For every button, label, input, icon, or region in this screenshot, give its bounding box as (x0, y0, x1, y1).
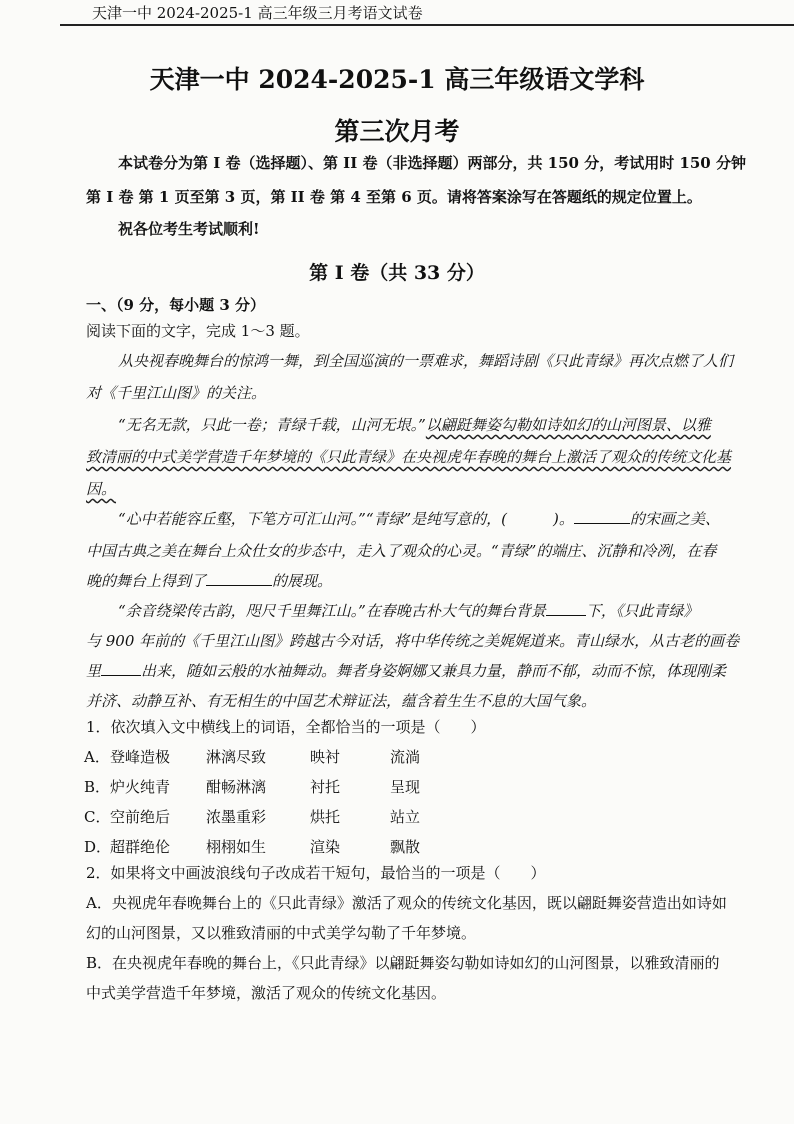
option-word-2: 淋漓尽致 (206, 748, 267, 766)
wavy-sentence-part2: 致清丽的中式美学营造千年梦境的《只此青绿》在央视虎年春晚的舞台上激活了观众的传统文化基 (86, 448, 732, 466)
passage-p3-text-d: 晚的舞台上得到了 (86, 572, 207, 590)
option-word-4: 流淌 (390, 748, 421, 766)
passage-p3-text-e: 的展现。 (272, 572, 333, 590)
passage-p4-line2: 与 900 年前的《千里江山图》跨越古今对话，将中华传统之美娓娓道来。青山绿水，从古老的画卷 (86, 632, 740, 650)
passage-p4-text-c: 里 (86, 662, 102, 680)
option-word-2: 栩栩如生 (206, 838, 267, 856)
passage-p2-quote: “无名无款，只此一卷；青绿千载，山河无垠。” (118, 416, 426, 434)
blank-2 (206, 571, 272, 586)
option-word-3: 烘托 (310, 808, 341, 826)
blank-1 (574, 509, 630, 524)
question-2-stem: 2．如果将文中画波浪线句子改成若干短句，最恰当的一项是（ ） (86, 864, 546, 882)
option-word-4: 飘散 (390, 838, 421, 856)
question-2-option-a-line2: 幻的山河图景，又以雅致清丽的中式美学勾勒了千年梦境。 (86, 924, 477, 942)
question-2-option-b-line2: 中式美学营造千年梦境，激活了观众的传统文化基因。 (86, 984, 447, 1002)
passage-p3-text-c: 的宋画之美、 (629, 510, 720, 528)
header-rule (60, 24, 794, 26)
passage-p4-text-a: “余音绕梁传古韵，咫尺千里舞江山。”在春晚古朴大气的舞台背景 (118, 602, 546, 620)
passage-p3-text-a: “心中若能容丘壑，下笔方可汇山河。”“青绿”是纯写意的，( (118, 510, 508, 528)
option-letter: A． (84, 748, 110, 766)
option-word-1: 空前绝后 (110, 808, 171, 826)
option-letter: C． (84, 808, 111, 826)
intro-line-3: 祝各位考生考试顺利! (118, 220, 260, 238)
passage-p4-line3 (86, 660, 726, 682)
part1-instruction: 阅读下面的文字，完成 1～3 题。 (86, 322, 310, 340)
passage-p3-line1 (118, 508, 720, 530)
passage-p3-line3 (86, 570, 332, 592)
question-1-stem: 1．依次填入文中横线上的词语，全都恰当的一项是（ ） (86, 718, 486, 736)
passage-p4-text-b: 下，《只此青绿》 (585, 602, 699, 620)
part1-heading: 一、（9 分，每小题 3 分） (86, 296, 266, 314)
option-word-4: 呈现 (390, 778, 421, 796)
passage-p1-line2: 对《千里江山图》的关注。 (86, 384, 267, 402)
wavy-sentence-part1: 以翩跹舞姿勾勒如诗如幻的山河图景、以雅 (425, 416, 711, 434)
option-word-1: 超群绝伦 (110, 838, 171, 856)
option-word-2: 浓墨重彩 (206, 808, 267, 826)
passage-p4-line4: 并济、动静互补、有无相生的中国艺术辩证法，蕴含着生生不息的大国气象。 (86, 692, 597, 710)
option-letter: B． (84, 778, 111, 796)
exam-subtitle: 第三次月考 (334, 117, 460, 146)
intro-line-1: 本试卷分为第 I 卷（选择题）、第 II 卷（非选择题）两部分，共 150 分，考试用时 150 分钟 (118, 154, 746, 172)
option-word-3: 衬托 (310, 778, 341, 796)
wavy-sentence-part3: 因。 (86, 480, 117, 498)
option-word-3: 映衬 (310, 748, 341, 766)
option-word-4: 站立 (390, 808, 421, 826)
blank-3 (546, 601, 586, 616)
running-header: 天津一中 2024-2025-1 高三年级三月考语文试卷 (92, 4, 423, 22)
option-word-1: 登峰造极 (110, 748, 171, 766)
question-2-option-b-line1[interactable]: B．在央视虎年春晚的舞台上，《只此青绿》以翩跹舞姿勾勒如诗如幻的山河图景，以雅致清丽的 (86, 954, 720, 972)
passage-p3-text-b: )。 (553, 510, 574, 528)
option-letter: D． (84, 838, 112, 856)
intro-line-2: 第 I 卷 第 1 页至第 3 页，第 II 卷 第 4 至第 6 页。请将答案涂写在答题纸的规定位置上。 (86, 188, 702, 206)
passage-p4-line1 (118, 600, 698, 622)
option-word-1: 炉火纯青 (110, 778, 171, 796)
blank-4 (101, 661, 141, 676)
passage-p2-line1 (118, 414, 711, 436)
passage-p4-text-d: 出来，随如云般的水袖舞动。舞者身姿婀娜又兼具力量，静而不郁，动而不惊，体现刚柔 (141, 662, 727, 680)
passage-p1-line1: 从央视春晚舞台的惊鸿一舞，到全国巡演的一票难求，舞蹈诗剧《只此青绿》再次点燃了人们 (118, 352, 734, 370)
question-2-option-a-line1[interactable]: A．央视虎年春晚舞台上的《只此青绿》激活了观众的传统文化基因，既以翩跹舞姿营造出如诗如 (86, 894, 727, 912)
option-word-2: 酣畅淋漓 (206, 778, 267, 796)
option-word-3: 渲染 (310, 838, 341, 856)
passage-p3-line2: 中国古典之美在舞台上众仕女的步态中，走入了观众的心灵。“青绿”的端庄、沉静和冷冽，在春 (86, 542, 717, 560)
section-title: 第 I 卷（共 33 分） (309, 262, 485, 284)
exam-title: 天津一中 2024-2025-1 高三年级语文学科 (149, 65, 645, 94)
